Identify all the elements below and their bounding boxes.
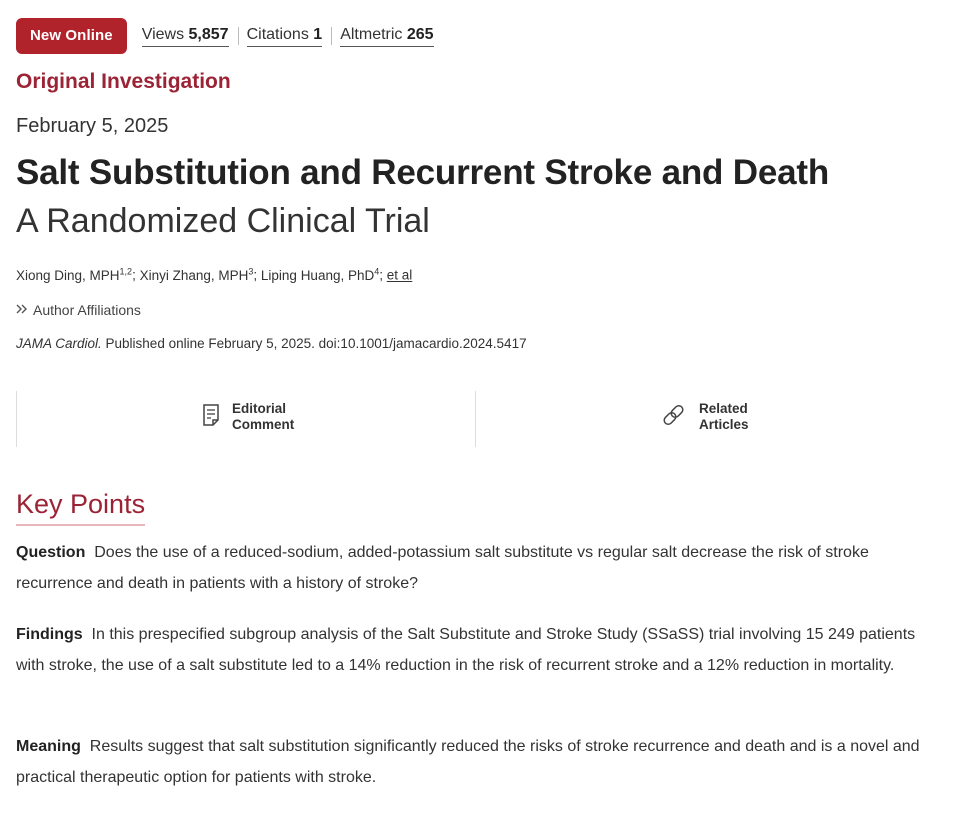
metrics-divider (238, 27, 239, 45)
key-point-question (16, 538, 941, 599)
divider (16, 391, 17, 447)
metrics-divider (331, 27, 332, 45)
citations-link[interactable] (247, 26, 323, 47)
document-icon (202, 403, 232, 432)
author-link[interactable] (261, 268, 379, 283)
author-link[interactable] (140, 268, 254, 283)
publication-date: February 5, 2025 (16, 115, 169, 137)
related-articles-label: Related Articles (699, 401, 749, 432)
views-link[interactable] (142, 26, 229, 47)
citations-value: 1 (313, 25, 323, 43)
new-online-badge: New Online (16, 18, 127, 54)
altmetric-value: 265 (406, 25, 434, 43)
author-superscript: 4 (374, 266, 380, 276)
et-al-link[interactable]: et al (386, 267, 413, 283)
editorial-comment-button[interactable] (202, 401, 294, 433)
author-name: Liping Huang, PhD (260, 267, 375, 283)
citation-line (16, 336, 527, 351)
views-value: 5,857 (188, 25, 229, 43)
article-type[interactable]: Original Investigation (16, 70, 231, 93)
altmetric-label: Altmetric (340, 25, 403, 43)
question-text: Does the use of a reduced-sodium, added-potassium salt substitute vs regular salt decrease the risk of stroke recurrence and death in patients with a history of stroke? (16, 544, 869, 592)
altmetric-link[interactable] (340, 26, 433, 47)
question-label: Question (16, 544, 86, 561)
meaning-text: Results suggest that salt substitution significantly reduced the risks of stroke recurrence and death and is a novel and practical therapeutic option for patients with stroke. (16, 738, 920, 786)
article-subtitle: A Randomized Clinical Trial (16, 202, 430, 240)
key-point-findings (16, 620, 941, 681)
findings-label: Findings (16, 626, 83, 643)
author-name: Xinyi Zhang, MPH (139, 267, 249, 283)
author-link[interactable] (16, 268, 132, 283)
related-articles-button[interactable] (661, 401, 749, 433)
views-label: Views (141, 25, 185, 43)
author-affiliations-label: Author Affiliations (33, 302, 141, 318)
author-superscript: 3 (248, 266, 254, 276)
editorial-comment-label: Editorial Comment (232, 401, 295, 432)
author-name: Xiong Ding, MPH (16, 267, 120, 283)
article-title: Salt Substitution and Recurrent Stroke and Death (16, 153, 830, 192)
meaning-label: Meaning (16, 738, 81, 755)
link-icon (661, 402, 699, 433)
author-list: Xiong Ding, MPH$^{1,2}$; Xinyi Zhang, MPH$^3$; Liping Huang, PhD$^4$; et al (16, 266, 413, 283)
findings-text: In this prespecified subgroup analysis of the Salt Substitute and Stroke Study (SSaSS) trial involving 15 249 patients with stroke, the use of a salt substitute led to a 14% reduction in the risk of recurrent stroke and a 12% reduction in mortality. (16, 626, 916, 674)
metrics-bar (16, 18, 434, 54)
citations-label: Citations (246, 25, 309, 43)
journal-abbrev: JAMA Cardiol. (16, 336, 102, 351)
author-affiliations-toggle[interactable] (16, 302, 141, 318)
citation-text: Published online February 5, 2025. doi:10.1001/jamacardio.2024.5417 (101, 336, 527, 351)
key-point-meaning (16, 732, 941, 793)
key-points-heading: Key Points (16, 489, 145, 526)
author-superscript: 1,2 (119, 266, 133, 276)
divider (475, 391, 476, 447)
article-actions (16, 391, 944, 447)
chevron-right-icon (16, 303, 28, 318)
